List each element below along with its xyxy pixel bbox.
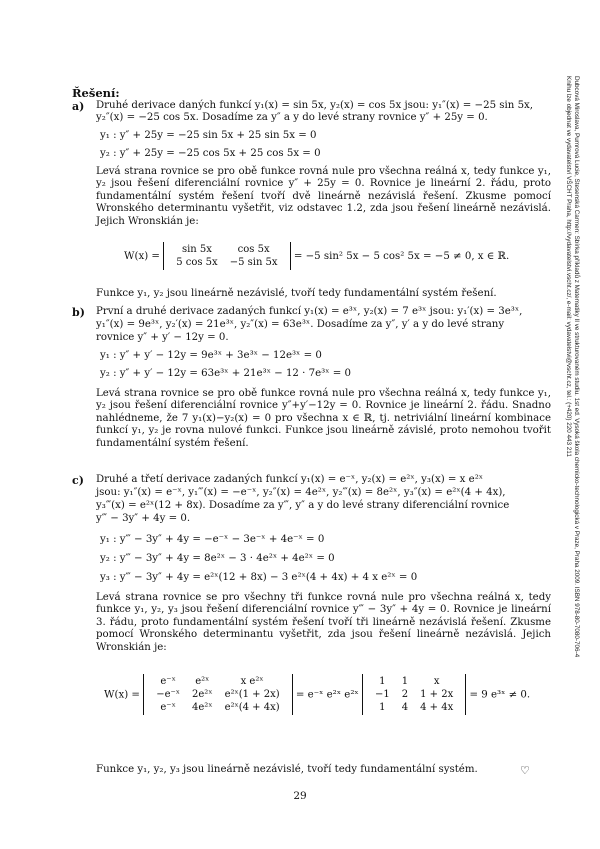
part-c-w-lhs: W(x) = xyxy=(104,689,140,701)
part-c-intro-line-2: jsou: y₁″(x) = e⁻ˣ, y₁‴(x) = −e⁻ˣ, y₂″(x) = 4e²ˣ, y₂‴(x) = 8e²ˣ, y₃″(x) = e²ˣ(4 + 4x), xyxy=(96,487,506,498)
part-c-eq-3: y₃ : y‴ − 3y″ + 4y = e²ˣ(12 + 8x) − 3 e²ˣ(4 + 4x) + 4 x e²ˣ = 0 xyxy=(100,572,418,583)
solution-heading: Řešení: xyxy=(72,86,120,100)
part-c-w-matrix-2 xyxy=(362,674,466,715)
part-c-eq-2: y₂ : y‴ − 3y″ + 4y = 8e²ˣ − 3 · 4e²ˣ + 4e²ˣ = 0 xyxy=(100,553,335,564)
part-b-eq-1: y₁ : y″ + y′ − 12y = 9e³ˣ + 3e³ˣ − 12e³ˣ = 0 xyxy=(100,350,322,361)
part-a-intro-line-1: Druhé derivace daných funkcí y₁(x) = sin 5x, y₂(x) = cos 5x jsou: y₁″(x) = −25 sin 5x, xyxy=(96,100,534,111)
matrix-cell: 1 xyxy=(401,676,409,687)
part-c-intro-line-3: y₃‴(x) = e²ˣ(12 + 8x). Dosadíme za y‴, y″ a y do levé strany diferenciální rovnice xyxy=(96,500,510,511)
matrix-cell: −e⁻ˣ xyxy=(156,689,181,700)
matrix-cell: e²ˣ(4 + 4x) xyxy=(224,702,280,713)
part-b-intro-line-2: y₁″(x) = 9e³ˣ, y₂′(x) = 21e³ˣ, y₂″(x) = 63e³ˣ. Dosadíme za y″, y′ a y do levé strany xyxy=(96,319,505,330)
matrix-cell: 4e²ˣ xyxy=(192,702,213,713)
matrix-cell: e⁻ˣ xyxy=(160,676,176,687)
part-a-w-rhs: = −5 sin² 5x − 5 cos² 5x = −5 ≠ 0, x ∈ ℝ. xyxy=(293,251,510,262)
part-c-wronskian xyxy=(104,674,530,715)
part-a-intro-line-2: y₂″(x) = −25 cos 5x. Dosadíme za y″ a y do levé strany rovnice y″ + 25y = 0. xyxy=(96,112,488,123)
citation-line-2: Knihu lze objednat ve vydavatelství VŠCHT Praha, http://vydavatelstvi.vscht.cz/, e-mail: vydavatelstvi@vscht.cz, tel.: (+420) 220 443 211 xyxy=(565,76,572,457)
part-c-paragraph: Levá strana rovnice se pro všechny tři funkce rovná nule pro všechna reálná x, tedy funkce y₁, y₂, y₃ jsou řešení diferenciální rovnice y‴ − 3y″ + 4y = 0. Rovnice je lineární 3. řádu, proto fundamentální systém řešení tvoří tři lineárně nezávislá řešení. Zkusme pomocí Wronského determinantu vyšetřit, zda jsou řešení lineárně nezávislá. Jejich Wronskián je: xyxy=(96,592,551,653)
part-c-intro-line-1: Druhé a třetí derivace zadaných funkcí y₁(x) = e⁻ˣ, y₂(x) = e²ˣ, y₃(x) = x e²ˣ xyxy=(96,474,484,485)
matrix-cell: 2e²ˣ xyxy=(192,689,213,700)
matrix-cell: e²ˣ xyxy=(195,676,210,687)
page-number: 29 xyxy=(293,790,307,802)
matrix-cell: sin 5x xyxy=(181,244,212,255)
matrix-cell: x xyxy=(433,676,440,687)
matrix-cell: 1 xyxy=(379,676,386,687)
matrix-cell: 4 xyxy=(401,702,409,713)
part-a-eq-2: y₂ : y″ + 25y = −25 cos 5x + 25 cos 5x = 0 xyxy=(100,148,321,159)
part-b-paragraph: Levá strana rovnice se pro obě funkce rovná nule pro všechna reálná x, tedy funkce y₁, y₂ jsou řešení diferenciální rovnice y″+y′−12y = 0. Rovnice je lineární 2. řádu. Snadno nahlédneme, že 7 y₁(x)−y₂(x) = 0 pro všechna x ∈ ℝ, tj. netriviální lineární kombinace funkcí y₁, y₂ je rovna nulové funkci. Funkce jsou lineárně závislé, proto nemohou tvořit fundamentální systém řešení. xyxy=(96,388,551,449)
part-b-intro-line-1: První a druhé derivace zadaných funkcí y₁(x) = e³ˣ, y₂(x) = 7 e³ˣ jsou: y₁′(x) = 3e³ˣ, xyxy=(96,306,523,317)
part-c-intro-line-4: y‴ − 3y″ + 4y = 0. xyxy=(96,513,191,524)
part-a-paragraph: Levá strana rovnice se pro obě funkce rovná nule pro všechna reálná x, tedy funkce y₁, y₂ jsou řešení diferenciální rovnice y″ + 25y = 0. Rovnice je lineární 2. řádu, proto fundamentální systém řešení tvoří dvě lineárně nezávislá řešení. Zkusme pomocí Wronského determinantu vyšetřit, viz odstavec 1.2, zda jsou řešení lineárně nezávislá. Jejich Wronskián je: xyxy=(96,166,551,227)
matrix-cell: 2 xyxy=(401,689,409,700)
matrix-cell: e⁻ˣ xyxy=(160,702,176,713)
matrix-cell: 5 cos 5x xyxy=(176,257,218,268)
matrix-cell: −1 xyxy=(374,689,390,700)
part-c-conclusion: Funkce y₁, y₂, y₃ jsou lineárně nezávislé, tvoří tedy fundamentální systém. xyxy=(96,764,478,775)
part-a-wronskian xyxy=(124,242,509,270)
part-c-w-rhs: = 9 e³ˣ ≠ 0. xyxy=(469,689,531,701)
end-of-solution-icon: ♡ xyxy=(520,764,530,777)
part-a-eq-1: y₁ : y″ + 25y = −25 sin 5x + 25 sin 5x = 0 xyxy=(100,130,317,141)
citation-line-1: Dubcová Miroslava, Pumrová Lucie, Stesenská Carmen: Sbírka příkladů z Matematiky II ve strukturovaném studiu. 1st ed. Vysoká škola chemicko-technologická v Praze, Praha 2009. ISBN 978-80-7080-706-4 xyxy=(573,76,580,658)
matrix-cell: 1 xyxy=(379,702,386,713)
matrix-cell: cos 5x xyxy=(237,244,270,255)
part-a-label: a) xyxy=(72,100,85,113)
side-citation xyxy=(566,76,580,766)
part-c-w-mid: = e⁻ˣ e²ˣ e²ˣ xyxy=(295,689,359,701)
matrix-cell: e²ˣ(1 + 2x) xyxy=(224,689,280,700)
part-c-label: c) xyxy=(72,474,84,487)
matrix-cell: −5 sin 5x xyxy=(229,257,278,268)
part-a-w-matrix xyxy=(163,242,290,270)
part-b-label: b) xyxy=(72,306,85,319)
matrix-cell: 4 + 4x xyxy=(420,702,454,713)
part-c-w-matrix-1 xyxy=(143,674,292,715)
part-a-w-lhs: W(x) = xyxy=(124,251,160,262)
part-b-eq-2: y₂ : y″ + y′ − 12y = 63e³ˣ + 21e³ˣ − 12 · 7e³ˣ = 0 xyxy=(100,368,352,379)
part-b-intro-line-3: rovnice y″ + y′ − 12y = 0. xyxy=(96,332,229,343)
matrix-cell: 1 + 2x xyxy=(420,689,454,700)
part-c-eq-1: y₁ : y‴ − 3y″ + 4y = −e⁻ˣ − 3e⁻ˣ + 4e⁻ˣ = 0 xyxy=(100,534,325,545)
part-a-conclusion: Funkce y₁, y₂ jsou lineárně nezávislé, tvoří tedy fundamentální systém řešení. xyxy=(96,288,497,299)
matrix-cell: x e²ˣ xyxy=(240,676,264,687)
